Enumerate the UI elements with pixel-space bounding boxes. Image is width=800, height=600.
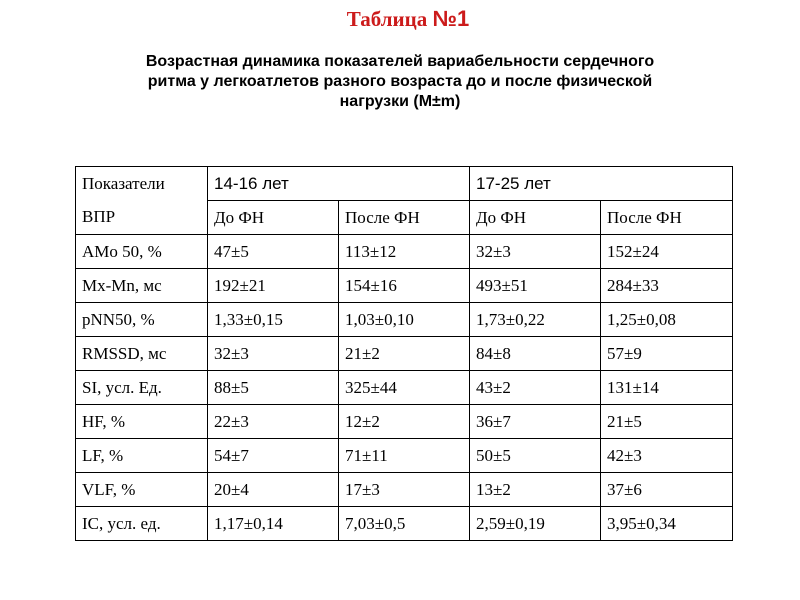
table-cell: 1,17±0,14 — [208, 507, 339, 541]
table-caption-label: Таблица — [346, 7, 433, 31]
table-row — [76, 439, 733, 473]
table-row — [76, 235, 733, 269]
table-cell: 493±51 — [470, 269, 601, 303]
table-cell: 22±3 — [208, 405, 339, 439]
table-row — [76, 405, 733, 439]
table-cell: 13±2 — [470, 473, 601, 507]
row-label: IC, усл. ед. — [76, 507, 208, 541]
table-row — [76, 473, 733, 507]
heading-line: Возрастная динамика показателей вариабельности сердечного — [145, 53, 655, 70]
header-row-groups — [76, 167, 733, 201]
table-cell: 325±44 — [339, 371, 470, 405]
table-cell: 131±14 — [601, 371, 733, 405]
row-label: RMSSD, мс — [76, 337, 208, 371]
table-cell: 1,33±0,15 — [208, 303, 339, 337]
heading-line: ритма у легкоатлетов разного возраста до и после физической — [147, 73, 653, 90]
table-cell: 12±2 — [339, 405, 470, 439]
heading-line: нагрузки (M±m) — [339, 93, 461, 110]
table-cell: 88±5 — [208, 371, 339, 405]
row-label: HF, % — [76, 405, 208, 439]
header-sub-cell: До ФН — [208, 201, 339, 235]
table-row — [76, 303, 733, 337]
table-cell: 43±2 — [470, 371, 601, 405]
table-cell: 37±6 — [601, 473, 733, 507]
header-row-sub — [76, 201, 733, 235]
row-label: SI, усл. Ед. — [76, 371, 208, 405]
table-heading — [60, 52, 740, 112]
table-cell: 7,03±0,5 — [339, 507, 470, 541]
table-cell: 21±2 — [339, 337, 470, 371]
table-cell: 54±7 — [208, 439, 339, 473]
table-row — [76, 337, 733, 371]
table-row — [76, 371, 733, 405]
table-cell: 1,25±0,08 — [601, 303, 733, 337]
header-sub-cell: После ФН — [339, 201, 470, 235]
table-cell: 152±24 — [601, 235, 733, 269]
hrv-table — [75, 166, 733, 541]
row-label: LF, % — [76, 439, 208, 473]
header-sub-cell: После ФН — [601, 201, 733, 235]
row-label: VLF, % — [76, 473, 208, 507]
table-cell: 32±3 — [470, 235, 601, 269]
table-cell: 47±5 — [208, 235, 339, 269]
table-cell: 192±21 — [208, 269, 339, 303]
table-cell: 50±5 — [470, 439, 601, 473]
row-label: pNN50, % — [76, 303, 208, 337]
header-sub-cell: До ФН — [470, 201, 601, 235]
table-caption-number: №1 — [432, 6, 470, 31]
table-cell: 36±7 — [470, 405, 601, 439]
table-cell: 42±3 — [601, 439, 733, 473]
header-indicator-bottom: ВПР — [76, 201, 208, 235]
table-row — [76, 269, 733, 303]
table-cell: 17±3 — [339, 473, 470, 507]
table-cell: 20±4 — [208, 473, 339, 507]
table-cell: 2,59±0,19 — [470, 507, 601, 541]
table-cell: 32±3 — [208, 337, 339, 371]
header-indicator-top: Показатели — [76, 167, 208, 201]
table-caption — [0, 6, 800, 32]
header-group-17-25: 17-25 лет — [470, 167, 733, 201]
table-cell: 57±9 — [601, 337, 733, 371]
table-cell: 21±5 — [601, 405, 733, 439]
row-label: Mx-Mn, мс — [76, 269, 208, 303]
table-cell: 84±8 — [470, 337, 601, 371]
table-cell: 284±33 — [601, 269, 733, 303]
table-cell: 71±11 — [339, 439, 470, 473]
table-row — [76, 507, 733, 541]
table-cell: 1,03±0,10 — [339, 303, 470, 337]
table-cell: 3,95±0,34 — [601, 507, 733, 541]
table-cell: 1,73±0,22 — [470, 303, 601, 337]
table-cell: 154±16 — [339, 269, 470, 303]
header-group-14-16: 14-16 лет — [208, 167, 470, 201]
table-cell: 113±12 — [339, 235, 470, 269]
row-label: AMo 50, % — [76, 235, 208, 269]
